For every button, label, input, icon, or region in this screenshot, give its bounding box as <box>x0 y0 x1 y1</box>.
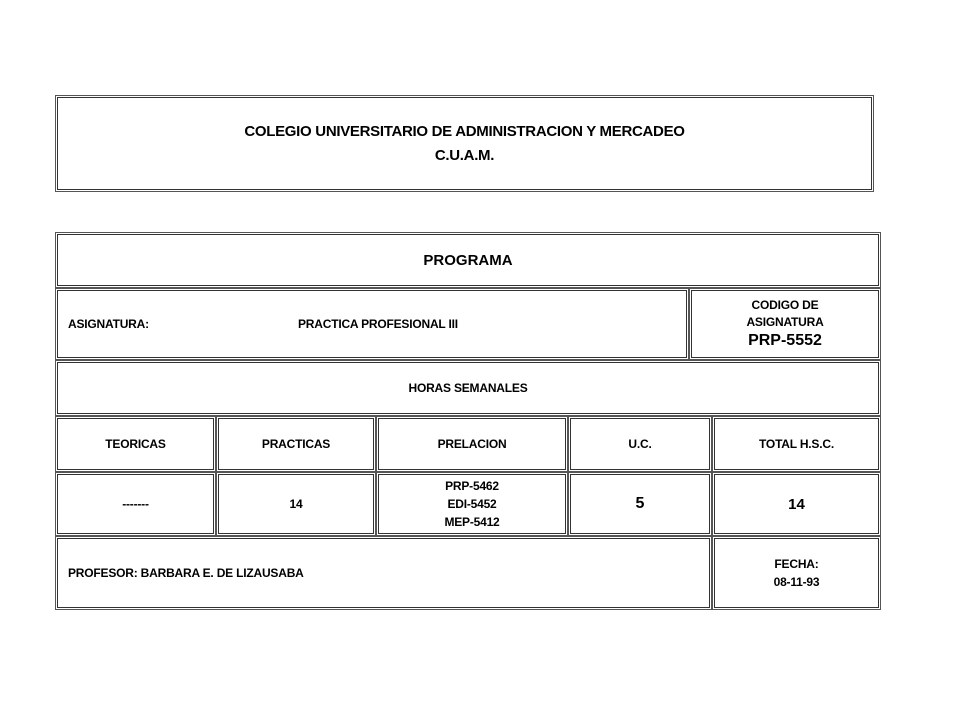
institution-acronym: C.U.A.M. <box>434 146 495 164</box>
subject-value: PRACTICA PROFESIONAL III <box>298 317 458 331</box>
professor-name: PROFESOR: BARBARA E. DE LIZAUSABA <box>68 566 304 580</box>
subject-cell <box>55 288 689 360</box>
institution-name: COLEGIO UNIVERSITARIO DE ADMINISTRACION Y MERCADEO <box>244 122 685 140</box>
col-header-uc: U.C. <box>568 416 712 472</box>
value-prelacion <box>376 472 568 536</box>
prelacion-item: PRP-5462 <box>445 479 499 493</box>
col-header-teoricas: TEORICAS <box>55 416 216 472</box>
subject-label: ASIGNATURA: <box>68 317 149 331</box>
subject-code-cell <box>689 288 881 360</box>
institution-header <box>55 95 874 192</box>
weekly-hours-cell <box>55 360 881 416</box>
subject-code: PRP-5552 <box>748 332 822 349</box>
code-label-line1: CODIGO DE <box>751 298 819 312</box>
program-title-cell <box>55 232 881 288</box>
col-header-total: TOTAL H.S.C. <box>712 416 881 472</box>
date-cell <box>712 536 881 610</box>
value-practicas: 14 <box>216 472 376 536</box>
prelacion-item: EDI-5452 <box>447 497 497 511</box>
value-uc: 5 <box>568 472 712 536</box>
value-total: 14 <box>712 472 881 536</box>
col-header-prelacion: PRELACION <box>376 416 568 472</box>
professor-cell <box>55 536 712 610</box>
weekly-hours-label: HORAS SEMANALES <box>408 381 528 395</box>
date-value: 08-11-93 <box>773 575 820 589</box>
program-title: PROGRAMA <box>423 251 513 269</box>
code-label-line2: ASIGNATURA <box>746 315 824 329</box>
date-label: FECHA: <box>774 557 819 571</box>
value-teoricas: ------- <box>55 472 216 536</box>
prelacion-item: MEP-5412 <box>444 515 500 529</box>
col-header-practicas: PRACTICAS <box>216 416 376 472</box>
